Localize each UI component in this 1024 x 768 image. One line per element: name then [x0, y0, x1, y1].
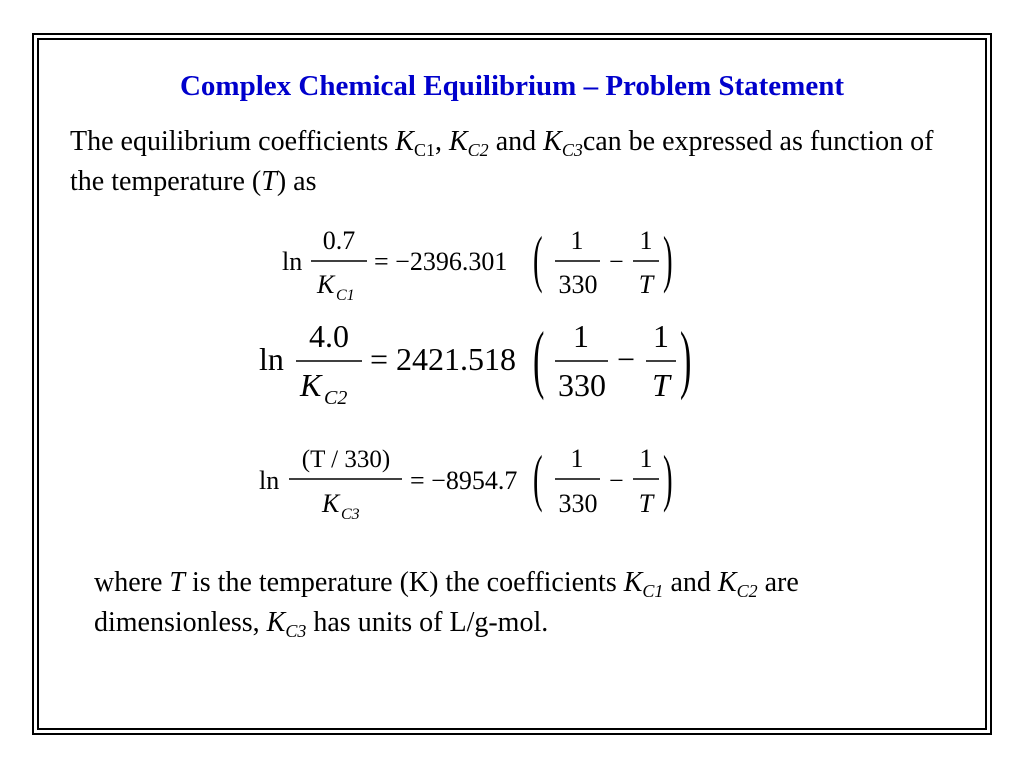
eq1-minus: − [609, 247, 624, 276]
eq1-t: T [638, 270, 654, 299]
eq2-k: K [300, 367, 322, 403]
eq2-rhs: = 2421.518 [370, 341, 517, 377]
bottom-sub-c1: C1 [642, 581, 664, 601]
eq3-minus: − [609, 466, 624, 495]
eq3-one-a: 1 [570, 444, 584, 473]
intro-and: and [488, 126, 544, 157]
bottom-text-2: is the temperature (K) the coefficients [184, 567, 624, 598]
eq2-ln: ln [259, 341, 284, 377]
eq2-minus: − [617, 341, 636, 377]
eq2-right-paren: ) [680, 315, 692, 401]
bottom-paragraph [94, 563, 954, 643]
bottom-k1: K [623, 567, 643, 598]
eq2-numerator: 4.0 [309, 318, 349, 354]
eq3-numerator: (T / 330) [301, 446, 391, 473]
eq1-k-sub: C1 [336, 287, 355, 304]
slide-title-text: Complex Chemical Equilibrium – Problem Statement [179, 70, 844, 102]
intro-text-2: can be expressed as function of the temperature ( [70, 126, 934, 197]
eq2-330: 330 [558, 367, 606, 403]
eq3-left-paren: ( [533, 442, 543, 514]
eq3-one-b: 1 [639, 444, 653, 473]
eq2-k-sub: C2 [324, 387, 348, 409]
bottom-t: T [169, 567, 185, 598]
intro-text-1: The equilibrium coefficients [70, 126, 396, 157]
intro-k1: K [395, 126, 414, 157]
bottom-text-3: are dimensionless, [94, 567, 799, 638]
eq2-one-a: 1 [573, 318, 589, 354]
eq3-t: T [638, 489, 654, 518]
intro-k3: K [543, 126, 562, 157]
intro-sub-c1: C1 [413, 140, 435, 160]
equation-1 [282, 223, 673, 304]
eq2-one-b: 1 [653, 318, 669, 354]
bottom-and: and [663, 567, 718, 598]
eq2-t: T [652, 367, 670, 403]
bottom-text-1: where [94, 567, 170, 598]
bottom-sub-c2: C2 [736, 581, 758, 601]
eq1-numerator: 0.7 [322, 226, 356, 255]
eq1-rhs: = −2396.301 [374, 247, 508, 276]
eq3-k: K [322, 489, 340, 518]
eq3-rhs: = −8954.7 [410, 466, 518, 495]
eq1-330: 330 [558, 270, 598, 299]
bottom-text-4: has units of L/g-mol. [306, 607, 549, 638]
eq3-k-sub: C3 [341, 506, 360, 523]
equation-2 [259, 316, 691, 409]
equation-3 [259, 442, 673, 523]
eq1-k: K [317, 270, 335, 299]
eq1-one-b: 1 [639, 226, 653, 255]
intro-sep: , [434, 126, 449, 157]
bottom-k2: K [717, 567, 737, 598]
eq3-right-paren: ) [663, 442, 673, 514]
eq1-ln: ln [282, 247, 303, 276]
bottom-k3: K [266, 607, 286, 638]
intro-sub-c3: C3 [561, 140, 583, 160]
intro-sub-c2: C2 [467, 140, 489, 160]
intro-k2: K [448, 126, 468, 157]
eq1-one-a: 1 [570, 226, 584, 255]
eq2-left-paren: ( [533, 315, 545, 401]
eq1-right-paren: ) [663, 223, 673, 295]
intro-t: T [261, 166, 277, 197]
bottom-sub-c3: C3 [285, 621, 307, 641]
eq3-ln: ln [259, 466, 280, 495]
eq3-330: 330 [558, 489, 598, 518]
intro-text-3: ) as [276, 166, 317, 197]
eq1-left-paren: ( [533, 223, 543, 295]
